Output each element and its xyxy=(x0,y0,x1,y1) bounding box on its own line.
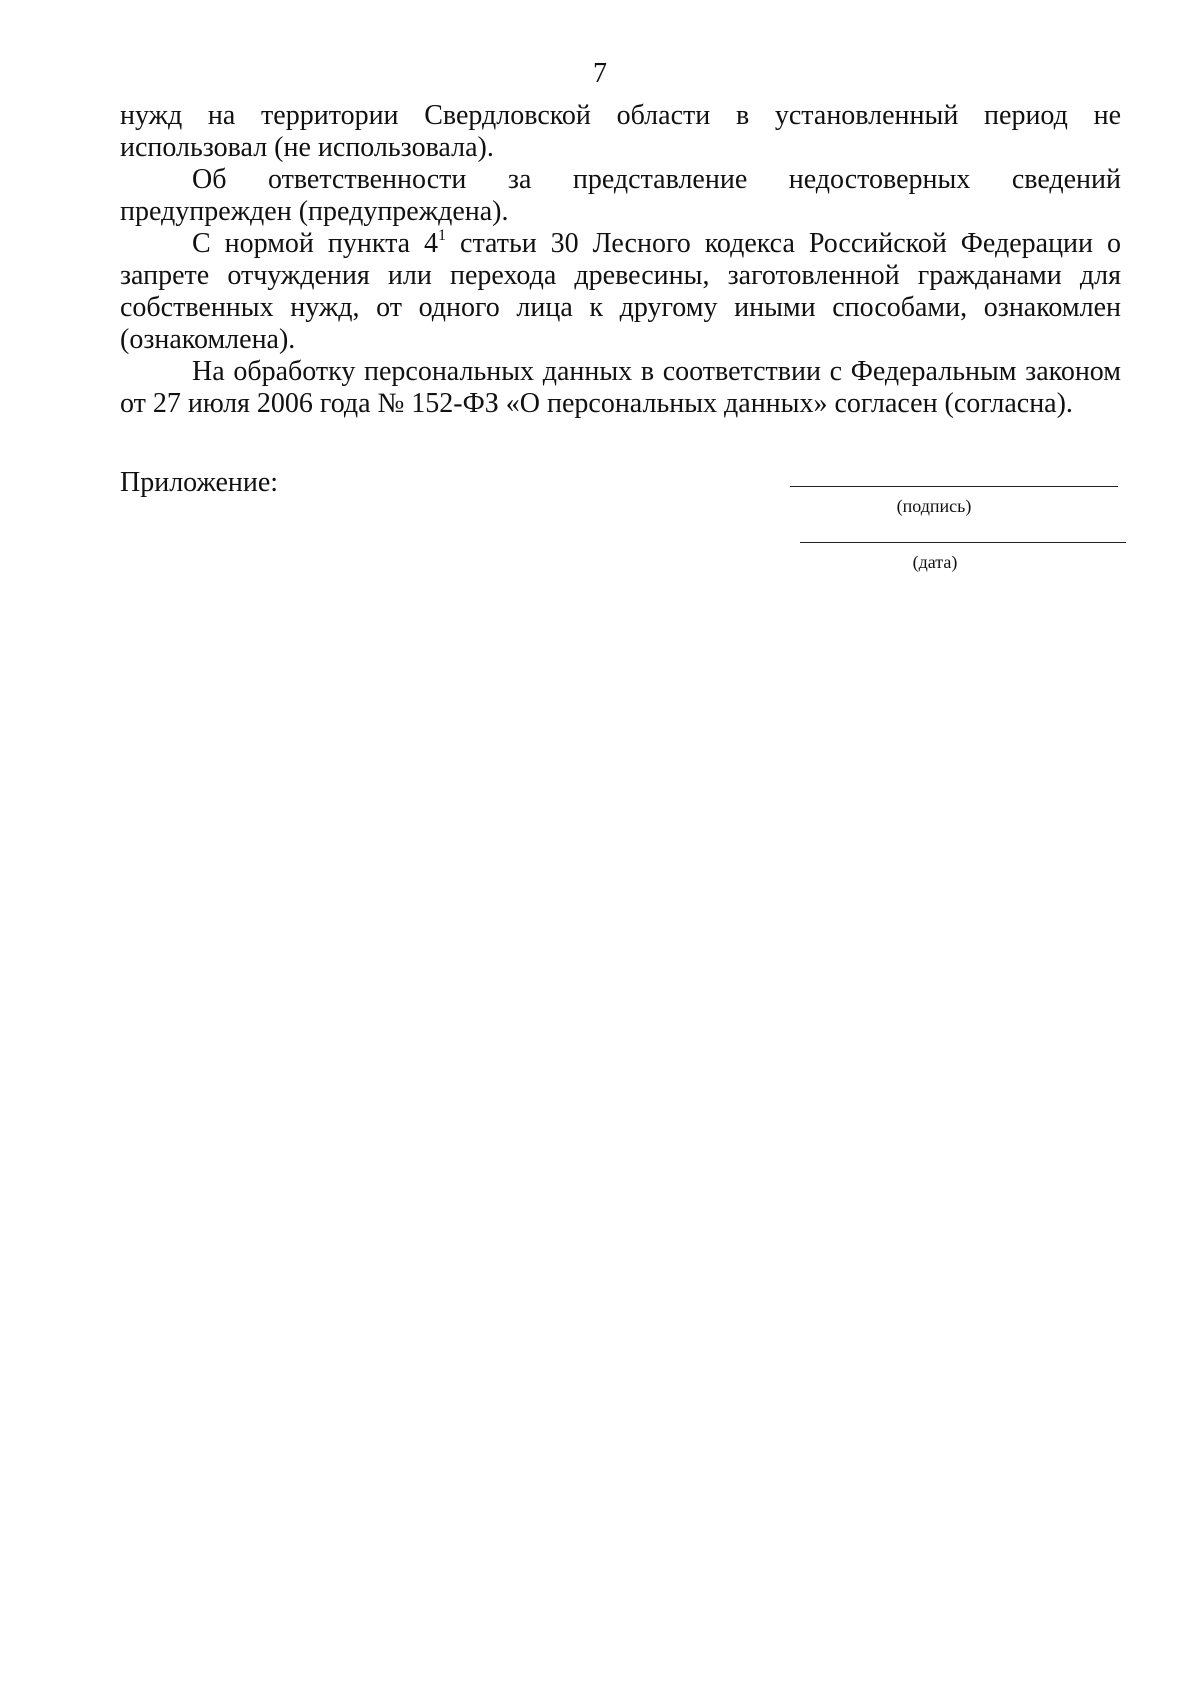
paragraph-land-use: нужд на территории Свердловской области в установленный период не использовал (не использовала). xyxy=(120,100,1121,163)
paragraph-forest-code xyxy=(120,228,1121,356)
forest-code-text-end: статьи 30 Лесного кодекса Российской Федерации о запрете отчуждения или перехода древесины, заготовленной гражданами для собственных нужд, от одного лица к другому иными способами, ознакомлен (ознакомлена). xyxy=(120,228,1121,355)
signature-line xyxy=(790,486,1118,487)
document-body xyxy=(120,100,1121,420)
forest-code-text-start: С нормой пункта 4 xyxy=(192,228,439,259)
page-number: 7 xyxy=(593,58,607,89)
paragraph-personal-data-consent: На обработку персональных данных в соответствии с Федеральным законом от 27 июля 2006 года № 152-ФЗ «О персональных данных» согласен (согласна). xyxy=(120,356,1121,419)
forest-code-superscript: 1 xyxy=(438,227,447,244)
date-caption: (дата) xyxy=(912,552,958,572)
signature-caption: (подпись) xyxy=(896,496,972,516)
date-line xyxy=(800,542,1126,543)
paragraph-responsibility: Об ответственности за представление недостоверных сведений предупрежден (предупреждена). xyxy=(120,164,1121,227)
appendix-label: Приложение: xyxy=(120,467,279,498)
